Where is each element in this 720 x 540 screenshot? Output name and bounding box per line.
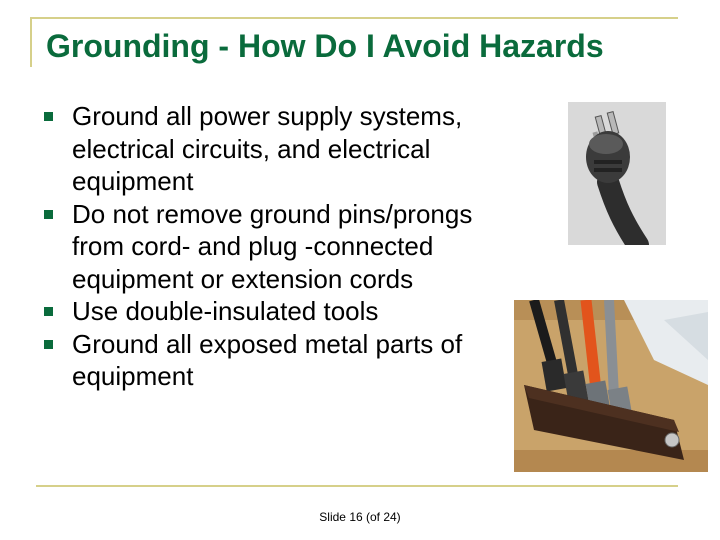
bullet-text: Use double-insulated tools	[72, 296, 379, 326]
bullet-item	[44, 198, 504, 296]
top-rule	[30, 17, 678, 19]
bullet-marker-icon	[44, 210, 53, 219]
plug-photo	[568, 102, 666, 245]
bullet-text: Do not remove ground pins/prongs from cord- and plug -connected equipment or extension cords	[72, 198, 473, 294]
bullet-item	[44, 100, 504, 198]
bullet-marker-icon	[44, 112, 53, 121]
slide-number: Slide 16 (of 24)	[319, 510, 401, 524]
left-rule	[30, 17, 32, 67]
bottom-rule	[36, 485, 678, 487]
bullet-list	[44, 100, 504, 393]
bullet-item	[44, 295, 504, 328]
slide-title: Grounding - How Do I Avoid Hazards	[46, 28, 604, 64]
bullet-marker-icon	[44, 307, 53, 316]
power-strip-photo	[514, 300, 708, 472]
bullet-marker-icon	[44, 340, 53, 349]
bullet-text: Ground all power supply systems, electrical circuits, and electrical equipment	[72, 101, 463, 196]
bullet-text: Ground all exposed metal parts of equipment	[72, 328, 463, 391]
bullet-item	[44, 328, 504, 393]
